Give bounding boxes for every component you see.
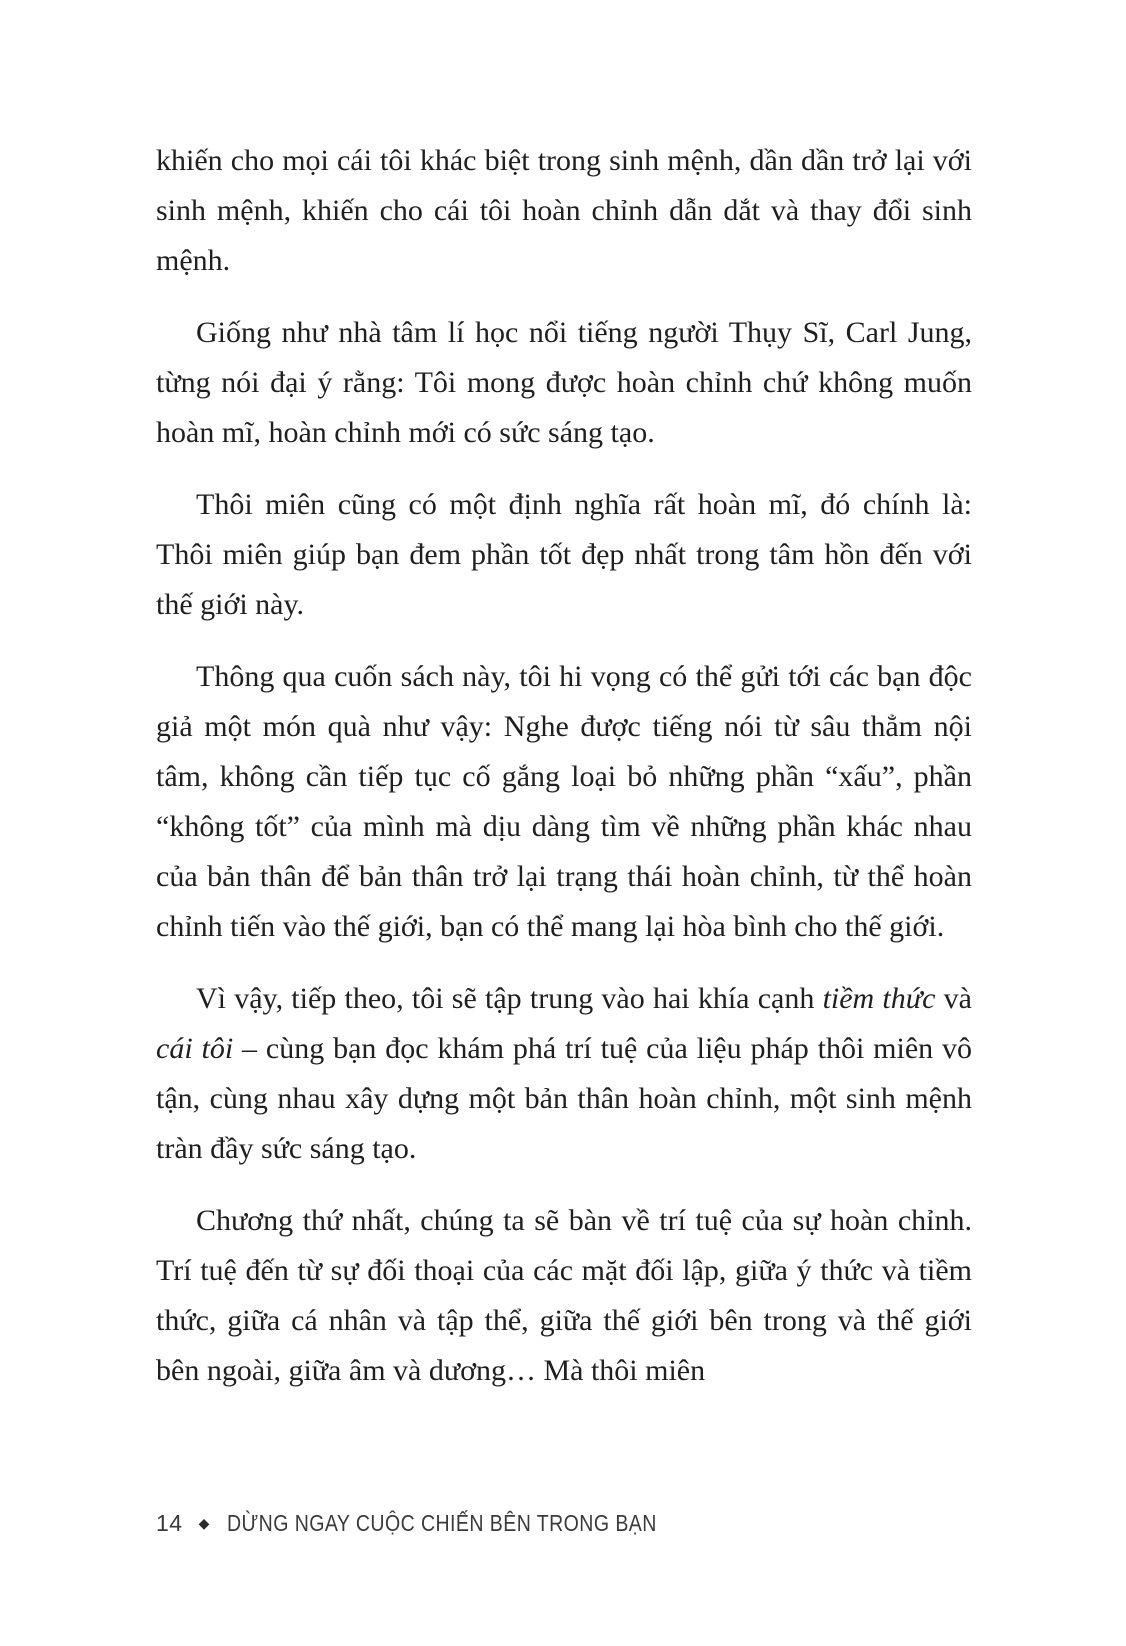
paragraph: [156, 1196, 972, 1396]
body-text: [156, 136, 972, 1396]
text-segment: và: [935, 982, 972, 1015]
text-segment: cái tôi: [156, 1032, 234, 1065]
text-segment: – cùng bạn đọc khám phá trí tuệ của liệu pháp thôi miên vô tận, cùng nhau xây dựng một bản thân hoàn chỉnh, một sinh mệnh tràn đầy sức sáng tạo.: [156, 1032, 972, 1165]
paragraph: [156, 652, 972, 952]
paragraph: [156, 974, 972, 1174]
page-footer: [156, 1508, 733, 1538]
paragraph: [156, 308, 972, 458]
paragraph: [156, 136, 972, 286]
text-segment: Giống như nhà tâm lí học nổi tiếng người Thụy Sĩ, Carl Jung, từng nói đại ý rằng: Tôi mong được hoàn chỉnh chứ không muốn hoàn mĩ, hoàn chỉnh mới có sức sáng tạo.: [156, 316, 972, 449]
text-segment: tiềm thức: [822, 982, 936, 1015]
page-number: 14: [156, 1509, 183, 1536]
text-segment: Vì vậy, tiếp theo, tôi sẽ tập trung vào hai khía cạnh: [196, 982, 823, 1015]
text-segment: Thôi miên cũng có một định nghĩa rất hoàn mĩ, đó chính là: Thôi miên giúp bạn đem phần tốt đẹp nhất trong tâm hồn đến với thế giới này.: [156, 488, 972, 621]
paragraph: [156, 480, 972, 630]
text-segment: Chương thứ nhất, chúng ta sẽ bàn về trí tuệ của sự hoàn chỉnh. Trí tuệ đến từ sự đối thoại của các mặt đối lập, giữa ý thức và tiềm thức, giữa cá nhân và tập thể, giữa thế giới bên trong và thế giới bên ngoài, giữa âm và dương… Mà thôi miên: [156, 1204, 972, 1387]
diamond-icon: ◆: [198, 1515, 210, 1531]
text-segment: khiến cho mọi cái tôi khác biệt trong sinh mệnh, dần dần trở lại với sinh mệnh, khiến cho cái tôi hoàn chỉnh dẫn dắt và thay đổi sinh mệnh.: [156, 144, 972, 277]
running-title: DỪNG NGAY CUỘC CHIẾN BÊN TRONG BẠN: [227, 1509, 658, 1536]
text-segment: Thông qua cuốn sách này, tôi hi vọng có thể gửi tới các bạn độc giả một món quà như vậy: Nghe được tiếng nói từ sâu thẳm nội tâm, không cần tiếp tục cố gắng loại bỏ những phần “xấu”, phần “không tốt” của mình mà dịu dàng tìm về những phần khác nhau của bản thân để bản thân trở lại trạng thái hoàn chỉnh, từ thể hoàn chỉnh tiến vào thế giới, bạn có thể mang lại hòa bình cho thế giới.: [156, 660, 972, 943]
